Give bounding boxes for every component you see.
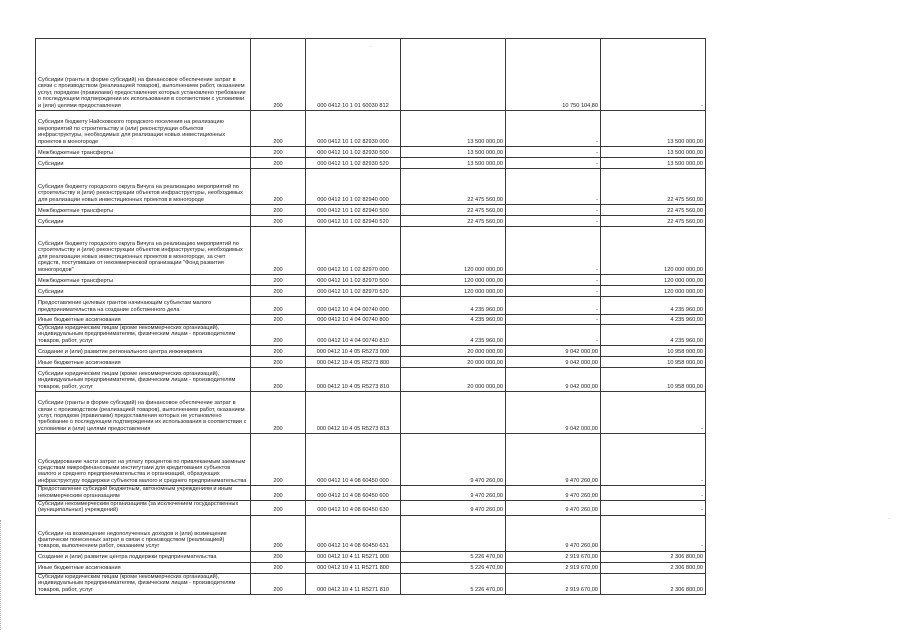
line-code-cell: 200: [251, 486, 306, 501]
approved-amount-cell: 120 000 000,00: [401, 286, 506, 297]
budget-execution-table: [35, 38, 706, 595]
row-name-cell: Субсидирование части затрат на уплату процентов по привлекаемым заемным средствам микрофинансовыми институтами для кредитования субъектов малого и среднего предпринимательства и организаций, образующих инфраструктуру поддержки субъектов малого и среднего предпринимательства: [36, 434, 251, 486]
budget-table-sheet: [35, 38, 705, 595]
unexecuted-amount-cell: 2 306 800,00: [601, 562, 706, 573]
unexecuted-amount-cell: 120 000 000,00: [601, 286, 706, 297]
classification-code-cell: 000 0412 10 1 02 82940 000: [306, 169, 401, 205]
approved-amount-cell: [401, 39, 506, 111]
executed-amount-cell: -: [506, 111, 601, 147]
executed-amount-cell: -: [506, 205, 601, 216]
table-row: [36, 205, 706, 216]
table-row: [36, 39, 706, 111]
unexecuted-amount-cell: 13 500 000,00: [601, 147, 706, 158]
line-code-cell: 200: [251, 227, 306, 275]
approved-amount-cell: 22 475 560,00: [401, 216, 506, 227]
table-row: [36, 357, 706, 368]
approved-amount-cell: 9 470 260,00: [401, 434, 506, 486]
line-code-cell: 200: [251, 147, 306, 158]
table-row: [36, 297, 706, 315]
executed-amount-cell: -: [506, 216, 601, 227]
line-code-cell: 200: [251, 501, 306, 516]
classification-code-cell: 000 0412 10 4 04 00740 000: [306, 297, 401, 315]
row-name-cell: Субсидии на возмещение недополученных доходов и (или) возмещение фактически понесенных затрат в связи с производством (реализацией) товаров, выполнением работ, оказанием услуг: [36, 515, 251, 551]
approved-amount-cell: 20 000 000,00: [401, 357, 506, 368]
executed-amount-cell: 9 470 260,00: [506, 434, 601, 486]
executed-amount-cell: 2 919 670,00: [506, 562, 601, 573]
table-row: [36, 346, 706, 357]
unexecuted-amount-cell: -: [601, 392, 706, 434]
unexecuted-amount-cell: -: [601, 515, 706, 551]
unexecuted-amount-cell: 120 000 000,00: [601, 227, 706, 275]
table-row: [36, 486, 706, 501]
table-row: [36, 147, 706, 158]
table-row: [36, 315, 706, 325]
unexecuted-amount-cell: 10 958 000,00: [601, 357, 706, 368]
table-row: [36, 551, 706, 562]
executed-amount-cell: -: [506, 227, 601, 275]
row-name-cell: Субсидии юридическим лицам (кроме некоммерческих организаций), индивидуальным предпринимателям, физическим лицам - производителям товаров, работ, услуг: [36, 325, 251, 346]
table-row: [36, 501, 706, 516]
table-row: [36, 562, 706, 573]
classification-code-cell: 000 0412 10 4 11 R5271 810: [306, 573, 401, 594]
approved-amount-cell: 5 226 470,00: [401, 573, 506, 594]
row-name-cell: Субсидии (гранты в форме субсидий) на финансовое обеспечение затрат в связи с производством (реализацией товаров), выполнением работ, оказанием услуг, порядком (правилами) предоставления которых установлено требование о последующем подтверждении их использования в соответствии с условиями и (или) целями предоставления: [36, 39, 251, 111]
executed-amount-cell: 9 470 260,00: [506, 501, 601, 516]
executed-amount-cell: -: [506, 297, 601, 315]
row-name-cell: Субсидии: [36, 158, 251, 169]
classification-code-cell: 000 0412 10 4 11 R5271 800: [306, 562, 401, 573]
classification-code-cell: 000 0412 10 1 02 82930 000: [306, 111, 401, 147]
unexecuted-amount-cell: 4 235 960,00: [601, 325, 706, 346]
line-code-cell: 200: [251, 392, 306, 434]
line-code-cell: 200: [251, 158, 306, 169]
unexecuted-amount-cell: -: [601, 39, 706, 111]
classification-code-cell: 000 0412 10 4 04 00740 800: [306, 315, 401, 325]
scan-edge-mark: [0, 520, 2, 630]
row-name-cell: Иные бюджетные ассигнования: [36, 315, 251, 325]
executed-amount-cell: -: [506, 315, 601, 325]
unexecuted-amount-cell: -: [601, 486, 706, 501]
table-row: [36, 111, 706, 147]
unexecuted-amount-cell: 2 306 800,00: [601, 573, 706, 594]
unexecuted-amount-cell: 4 235 960,00: [601, 297, 706, 315]
line-code-cell: 200: [251, 551, 306, 562]
approved-amount-cell: 4 235 960,00: [401, 315, 506, 325]
classification-code-cell: 000 0412 10 1 02 82930 500: [306, 147, 401, 158]
unexecuted-amount-cell: -: [601, 501, 706, 516]
classification-code-cell: 000 0412 10 1 01 60030 812: [306, 39, 401, 111]
row-name-cell: Межбюджетные трансферты: [36, 275, 251, 286]
approved-amount-cell: 13 500 000,00: [401, 147, 506, 158]
unexecuted-amount-cell: 10 958 000,00: [601, 368, 706, 392]
line-code-cell: 200: [251, 275, 306, 286]
classification-code-cell: 000 0412 10 4 11 R5271 000: [306, 551, 401, 562]
approved-amount-cell: 13 500 000,00: [401, 111, 506, 147]
row-name-cell: Субсидии некоммерческим организациям (за исключением государственных (муниципальных) учреждений): [36, 501, 251, 516]
line-code-cell: 200: [251, 325, 306, 346]
approved-amount-cell: [401, 392, 506, 434]
line-code-cell: 200: [251, 346, 306, 357]
classification-code-cell: 000 0412 10 4 08 60450 630: [306, 501, 401, 516]
row-name-cell: Субсидии: [36, 286, 251, 297]
classification-code-cell: 000 0412 10 4 05 R5273 813: [306, 392, 401, 434]
executed-amount-cell: 9 042 000,00: [506, 392, 601, 434]
table-row: [36, 216, 706, 227]
classification-code-cell: 000 0412 10 4 08 60450 000: [306, 434, 401, 486]
executed-amount-cell: -: [506, 325, 601, 346]
executed-amount-cell: 10 750 104,80: [506, 39, 601, 111]
line-code-cell: 200: [251, 434, 306, 486]
classification-code-cell: 000 0412 10 4 05 R5273 800: [306, 357, 401, 368]
unexecuted-amount-cell: 2 306 800,00: [601, 551, 706, 562]
line-code-cell: 200: [251, 216, 306, 227]
executed-amount-cell: -: [506, 286, 601, 297]
executed-amount-cell: 2 919 670,00: [506, 573, 601, 594]
classification-code-cell: 000 0412 10 4 04 00740 810: [306, 325, 401, 346]
executed-amount-cell: -: [506, 275, 601, 286]
scan-speck: ·: [370, 44, 372, 50]
classification-code-cell: 000 0412 10 1 02 82970 000: [306, 227, 401, 275]
classification-code-cell: 000 0412 10 4 08 60450 600: [306, 486, 401, 501]
approved-amount-cell: 20 000 000,00: [401, 368, 506, 392]
line-code-cell: 200: [251, 169, 306, 205]
table-body: [36, 39, 706, 595]
classification-code-cell: 000 0412 10 1 02 82930 520: [306, 158, 401, 169]
classification-code-cell: 000 0412 10 1 02 82940 520: [306, 216, 401, 227]
classification-code-cell: 000 0412 10 4 08 60450 631: [306, 515, 401, 551]
executed-amount-cell: 9 042 000,00: [506, 368, 601, 392]
approved-amount-cell: 5 226 470,00: [401, 562, 506, 573]
table-row: [36, 325, 706, 346]
row-name-cell: Создание и (или) развитие регионального центра инжиниринга: [36, 346, 251, 357]
table-row: [36, 158, 706, 169]
row-name-cell: Межбюджетные трансферты: [36, 205, 251, 216]
line-code-cell: 200: [251, 573, 306, 594]
unexecuted-amount-cell: 120 000 000,00: [601, 275, 706, 286]
approved-amount-cell: 4 235 960,00: [401, 297, 506, 315]
row-name-cell: Предоставление целевых грантов начинающим субъектам малого предпринимательства на создание собственного дела: [36, 297, 251, 315]
unexecuted-amount-cell: 22 475 560,00: [601, 205, 706, 216]
row-name-cell: Субсидия бюджету Найсковского городского поселения на реализацию мероприятий по строительству и (или) реконструкции объектов инфраструктуры, необходимых для реализации новых инвестиционных проектов в моногороде: [36, 111, 251, 147]
table-row: [36, 227, 706, 275]
row-name-cell: Создание и (или) развитие центра поддержки предпринимательства: [36, 551, 251, 562]
line-code-cell: 200: [251, 315, 306, 325]
executed-amount-cell: 9 470 260,00: [506, 486, 601, 501]
line-code-cell: 200: [251, 39, 306, 111]
executed-amount-cell: 2 919 670,00: [506, 551, 601, 562]
classification-code-cell: 000 0412 10 4 05 R5273 810: [306, 368, 401, 392]
unexecuted-amount-cell: 13 500 000,00: [601, 111, 706, 147]
table-row: [36, 368, 706, 392]
line-code-cell: 200: [251, 111, 306, 147]
approved-amount-cell: 120 000 000,00: [401, 227, 506, 275]
row-name-cell: Межбюджетные трансферты: [36, 147, 251, 158]
row-name-cell: Иные бюджетные ассигнования: [36, 357, 251, 368]
line-code-cell: 200: [251, 357, 306, 368]
unexecuted-amount-cell: 22 475 560,00: [601, 216, 706, 227]
executed-amount-cell: 9 042 000,00: [506, 346, 601, 357]
unexecuted-amount-cell: 4 235 960,00: [601, 315, 706, 325]
unexecuted-amount-cell: 10 958 000,00: [601, 346, 706, 357]
approved-amount-cell: 4 235 960,00: [401, 325, 506, 346]
executed-amount-cell: -: [506, 169, 601, 205]
approved-amount-cell: 22 475 560,00: [401, 205, 506, 216]
row-name-cell: Субсидии (гранты в форме субсидий) на финансовое обеспечение затрат в связи с производством (реализацией товаров), выполнением работ, оказанием услуг, порядком (правилами) предоставления которых не установлено требование о последующем подтверждении их использования в соответствии с условиями и (или) целями предоставления: [36, 392, 251, 434]
line-code-cell: 200: [251, 562, 306, 573]
classification-code-cell: 000 0412 10 1 02 82970 500: [306, 275, 401, 286]
approved-amount-cell: 9 470 260,00: [401, 501, 506, 516]
classification-code-cell: 000 0412 10 1 02 82940 500: [306, 205, 401, 216]
line-code-cell: 200: [251, 205, 306, 216]
line-code-cell: 200: [251, 286, 306, 297]
row-name-cell: Субсидия бюджету городского округа Вичуга на реализацию мероприятий по строительству и (или) реконструкции объектов инфраструктуры, необходимых для реализации новых инвестиционных проектов в моногороде: [36, 169, 251, 205]
approved-amount-cell: 20 000 000,00: [401, 346, 506, 357]
row-name-cell: Субсидии юридическим лицам (кроме некоммерческих организаций), индивидуальным предпринимателям, физическим лицам - производителям товаров, работ, услуг: [36, 368, 251, 392]
unexecuted-amount-cell: -: [601, 434, 706, 486]
unexecuted-amount-cell: 22 475 560,00: [601, 169, 706, 205]
line-code-cell: 200: [251, 515, 306, 551]
executed-amount-cell: -: [506, 158, 601, 169]
table-row: [36, 169, 706, 205]
executed-amount-cell: 9 470 260,00: [506, 515, 601, 551]
table-row: [36, 275, 706, 286]
line-code-cell: 200: [251, 368, 306, 392]
row-name-cell: Предоставление субсидий бюджетным, автономным учреждениям и иным некоммерческим организациям: [36, 486, 251, 501]
approved-amount-cell: 5 226 470,00: [401, 551, 506, 562]
executed-amount-cell: -: [506, 147, 601, 158]
table-row: [36, 515, 706, 551]
approved-amount-cell: 9 470 260,00: [401, 486, 506, 501]
scan-speck: ·: [888, 516, 890, 522]
approved-amount-cell: 120 000 000,00: [401, 275, 506, 286]
classification-code-cell: 000 0412 10 1 02 82970 520: [306, 286, 401, 297]
line-code-cell: 200: [251, 297, 306, 315]
approved-amount-cell: 22 475 560,00: [401, 169, 506, 205]
table-row: [36, 286, 706, 297]
unexecuted-amount-cell: 13 500 000,00: [601, 158, 706, 169]
row-name-cell: Субсидии юридическим лицам (кроме некоммерческих организаций), индивидуальным предпринимателям, физическим лицам - производителям товаров, работ, услуг: [36, 573, 251, 594]
classification-code-cell: 000 0412 10 4 05 R5273 000: [306, 346, 401, 357]
approved-amount-cell: [401, 515, 506, 551]
table-row: [36, 573, 706, 594]
approved-amount-cell: 13 500 000,00: [401, 158, 506, 169]
row-name-cell: Субсидия бюджету городского округа Вичуга на реализацию мероприятий по строительству и (или) реконструкции объектов инфраструктуры, необходимых для реализации новых инвестиционных проектов в моногороде, за счет средств, поступивших от некоммерческой организации "Фонд развития моногородов": [36, 227, 251, 275]
row-name-cell: Субсидии: [36, 216, 251, 227]
table-row: [36, 392, 706, 434]
executed-amount-cell: 9 042 000,00: [506, 357, 601, 368]
row-name-cell: Иные бюджетные ассигнования: [36, 562, 251, 573]
table-row: [36, 434, 706, 486]
